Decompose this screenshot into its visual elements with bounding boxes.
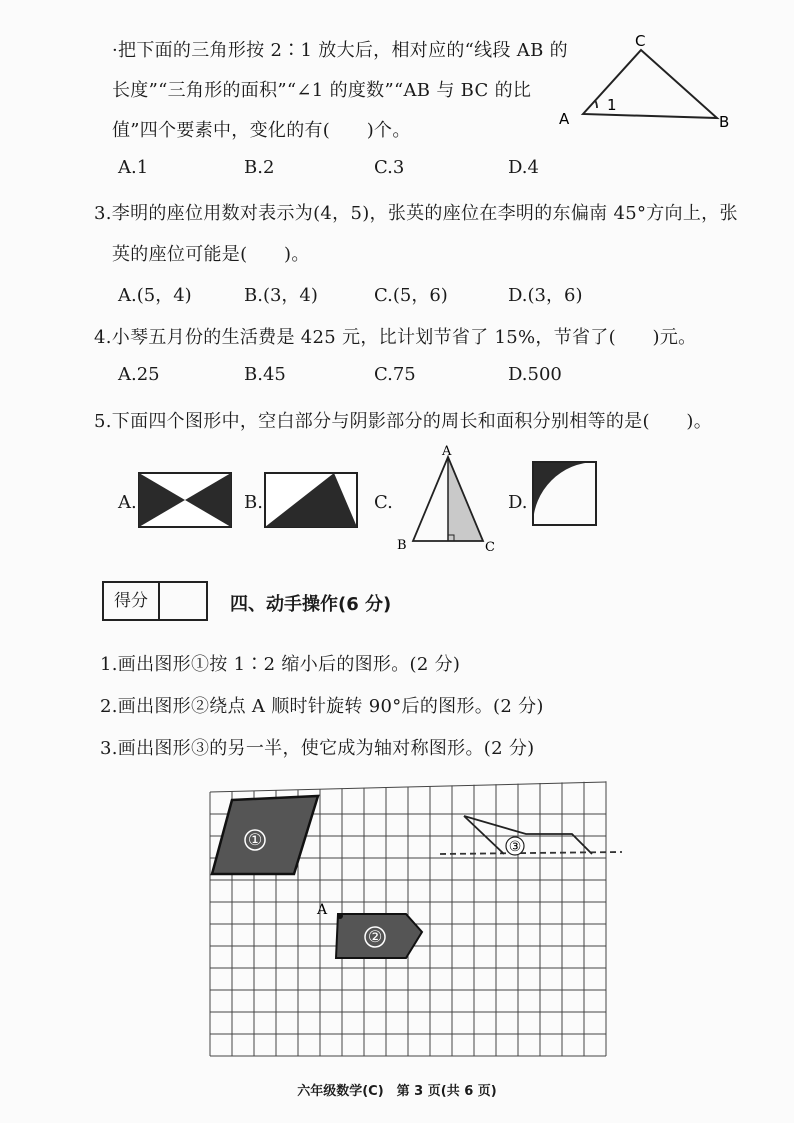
point-a-label: A (317, 902, 328, 918)
drawing-grid[interactable] (210, 772, 630, 1062)
q2-option-a[interactable]: A.1 (118, 157, 149, 178)
q4-option-a[interactable]: A.25 (118, 364, 160, 385)
q2-option-d[interactable]: D.4 (508, 157, 539, 178)
q2-line1: ·把下面的三角形按 2∶1 放大后，相对应的“线段 AB 的 (112, 40, 568, 61)
q2-label-a: A (559, 110, 570, 128)
q5c-label-b: B (397, 538, 407, 553)
score-label: 得分 (104, 583, 160, 619)
q2-option-b[interactable]: B.2 (244, 157, 275, 178)
q4-option-c[interactable]: C.75 (374, 364, 416, 385)
q2-option-c[interactable]: C.3 (374, 157, 405, 178)
q3-option-c[interactable]: C.(5，6) (374, 285, 448, 306)
q5-figure-b (264, 472, 358, 528)
q2-label-b: B (719, 113, 730, 131)
q4-option-b[interactable]: B.45 (244, 364, 286, 385)
point-a (337, 913, 343, 919)
q2-triangle-figure (555, 30, 745, 130)
page-footer: 六年级数学(C) 第 3 页(共 6 页) (297, 1084, 497, 1099)
q5c-label-a: A (442, 444, 452, 459)
q4-option-d[interactable]: D.500 (508, 364, 562, 385)
symmetry-axis (440, 852, 622, 854)
q5c-label-c: C (485, 540, 495, 555)
q5-figure-c (395, 445, 505, 553)
q5-figure-a (138, 472, 232, 528)
score-box[interactable] (102, 581, 208, 621)
q3-line2: 英的座位可能是( )。 (112, 244, 310, 265)
q5-option-c[interactable]: C. (374, 492, 393, 513)
q4-line1: 4.小琴五月份的生活费是 425 元，比计划节省了 15%，节省了( )元。 (94, 327, 697, 348)
shape-1 (212, 796, 318, 874)
q3-option-d[interactable]: D.(3，6) (508, 285, 583, 306)
q2-line2: 长度”“三角形的面积”“∠1 的度数”“AB 与 BC 的比 (112, 80, 532, 101)
q5-option-d[interactable]: D. (508, 492, 528, 513)
q2-label-c: C (635, 32, 646, 50)
section-title: 四、动手操作(6 分) (230, 594, 392, 615)
q5-option-a[interactable]: A. (118, 492, 137, 513)
task-2: 2.画出图形②绕点 A 顺时针旋转 90°后的图形。(2 分) (100, 696, 544, 717)
shape-3-label: ③ (508, 839, 522, 855)
task-3: 3.画出图形③的另一半，使它成为轴对称图形。(2 分) (100, 738, 535, 759)
shape-1-label: ① (247, 830, 263, 849)
q3-line1: 3.李明的座位用数对表示为(4，5)，张英的座位在李明的东偏南 45°方向上，张 (94, 203, 738, 224)
q5-option-b[interactable]: B. (244, 492, 263, 513)
task-1: 1.画出图形①按 1∶2 缩小后的图形。(2 分) (100, 654, 461, 675)
q5-line1: 5.下面四个图形中，空白部分与阴影部分的周长和面积分别相等的是( )。 (94, 411, 713, 432)
q3-option-b[interactable]: B.(3，4) (244, 285, 318, 306)
q3-option-a[interactable]: A.(5，4) (118, 285, 192, 306)
q5-figure-d (532, 461, 600, 529)
shape-2-label: ② (367, 927, 383, 946)
q2-line3: 值”四个要素中，变化的有( )个。 (112, 120, 411, 141)
q2-angle-label: 1 (607, 96, 617, 114)
